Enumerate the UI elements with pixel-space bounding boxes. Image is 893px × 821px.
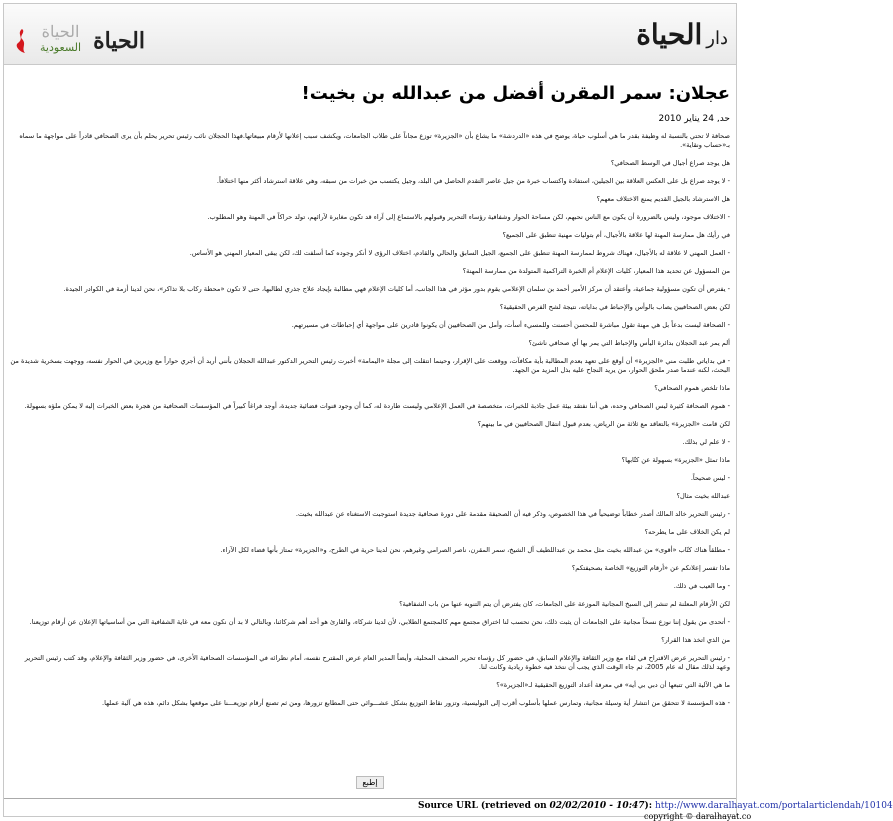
article-paragraph: - هذه المؤسسة لا تتحقق من انتشار أية وسيلة مجانية، وتمارس عملها بأسلوب أقرب إلى البوليسية، وتزور نقاط التوزيع بشكل عشـــوائي حتى المطابع تزورها، ومن ثم تصنع أرقام توزيعـــنا على موقعها بشكل دائم، هذه هي آلية عملها. [102,699,730,707]
article-paragraph: في رأيك هل ممارسة المهنة لها علاقة بالأجيال، أم بتوليات مهنية تنطبق على الجميع؟ [502,231,730,239]
logo-alhayat-saudi[interactable] [40,22,81,54]
article-paragraph: لكن بعض الصحافيين يصاب بالوأس والإحباط في بداياته، نتيجة لشح الفرص الحقيقية؟ [499,303,730,311]
brand-dar: دار [706,28,728,49]
site-brand[interactable] [636,18,728,51]
article-paragraph: من الذي اتخذ هذا القرار؟ [661,636,730,644]
article-paragraph: - في بداياتي طلبت مني «الجزيرة» أن أوقع على تعهد بعدم المطالبة بأية مكافآت، ووقعت على الإقرار، وحينما انتقلت إلى مجلة «اليمامة» أخبرت رئيس التحرير الدكتور عبدالله الحجلان بأنني أريد أن أجري حواراً مع وزيرين في الحوار نفسه، ووجهت بسخرية شديدة من البحث، لكنه عندما صدر ملحق الحوار، من يريد النجاح عليه بذل المزيد من الجهد. [10,357,730,374]
logo-saudi-bottom: السعودية [40,41,82,54]
article-paragraph: - رئيس التحرير خالد المالك أصدر خطاباً توضيحياً في هذا الخصوص، وذكر فيه أن الصحيفة مقدمة على دورة صحافية جديدة استوجبت الاستغناء عن عبدالله بخيت. [295,510,730,518]
article-paragraph: - وما العيب في ذلك. [673,582,730,590]
article-paragraph: - العمل المهني لا علاقة له بالأجيال، فهناك شروط لممارسة المهنة تنطبق على الجميع، الجيل السابق والحالي والقادم، اختلاف الرؤى لا أنكر وجوده كما أسلفت لك، لكن يبقى المعيار المهني هو الأساس. [189,249,730,257]
logo-alhayat[interactable]: الحياة [93,28,145,54]
article-paragraph: لكن قامت «الجزيرة» بالتعاقد مع ثلاثة من الرياض، بعدم قبول انتقال الصحافيين في ما بينهم؟ [477,420,730,428]
source-line: Source URL (retrieved on 02/02/2010 - 10:47): http://www.daralhayat.com/portalarticlendah/10104 [418,801,893,811]
article-paragraph: - أتحدى من يقول إننا نوزع نسخاً مجانية على الجامعات أن يثبت ذلك، نحن نحسب لنا اختراق مجتمع مهم كالمجتمع الطلابي، لأن لدينا شركاء، والقارئ هو أحد أهم شركائنا، وبالتالي لا بد أن نكون معه في غاية الشفافية التي من أساسياتها الإعلان عن أرقام توزيعنا. [29,618,730,626]
article-paragraph: - رئيس التحرير عرض الاقتراح في لقاء مع وزير الثقافة والإعلام السابق، في حضور كل رؤساء تحرير الصحف المحلية، وأيضاً المدير العام عرض المقترح نفسه، أمام نظرائه في المؤسسات الصحافية الأخرى، في حضور وزير الثقافة والإعلام، وقد كتب رئيس التحرير وعهد لذلك مقال له عام 2005، ثم جاء الوقت الذي يجب أن نتخذ فيه خطوة ريادية وكانت لنا. [24,654,730,671]
article-paragraph: عبدالله بخيت مثال؟ [676,492,730,500]
source-bar [4,798,893,821]
article-actions [4,776,736,789]
article-date: حد, 24 يناير 2010 [658,114,730,124]
red-brand-icon [12,28,28,54]
article-paragraph: هل يوجد صراع أجيال في الوسط الصحافي؟ [610,159,730,167]
source-url-link[interactable]: http://www.daralhayat.com/portalarticlendah/10104 [655,801,893,811]
article-paragraph: - هموم الصحافة كثيرة ليس الصحافي وحده، هي أننا نفتقد بيئة عمل جاذبة للخبرات، متخصصة في العمل الإعلامي وليست طاردة له، كما أن وجود قنوات فضائية جديدة، أوجد فراغاً كبيراً في المؤسسات الصحافية من هجرة بعض الخبرات إليه لا يمكن ملؤه بسهولة. [24,402,730,410]
copyright-text: copyright © daralhayat.co [644,812,752,821]
source-label: Source URL (retrieved on [418,801,547,811]
article-paragraph: - لا يوجد صراع بل على العكس العلاقة بين الجيلين، استفادة واكتساب خبرة من جيل عاصر التقدم الحاصل في البلد، وجيل يكتسب من خبرات من سبقه، وهي علاقة استرشاد أكثر منها اختلافاً. [216,177,730,185]
article-paragraph: ما هي الآلية التي تتبعها أن دبي بي أيه» في معرفة أعداد التوزيع الحقيقية لـ«الجزيرة»؟ [496,681,730,689]
article-paragraph: لكن الأرقام المعلنة لم تنشر إلى السبخ المجانية الموزعة على الجامعات، كان يفترض أن يتم التنويه عنها من باب الشفافية؟ [399,600,730,608]
page-frame [3,3,893,821]
article-title: عجلان: سمر المقرن أفضل من عبدالله بن بخيت! [301,83,730,104]
article-paragraph: ماذا تفسر إعلانكم عن «أرقام التوزيع» الخاصة بصحيفتكم؟ [571,564,730,572]
source-date: 02/02/2010 - 10:47 [549,801,645,811]
article-paragraph: هل الاسترشاد بالجيل القديم يمنع الاختلاف معهم؟ [596,195,730,203]
article-paragraph: من المسؤول عن تحديد هذا المعيار، كليات الإعلام أم الخبرة التراكمية المتولدة من ممارسة المهنة؟ [462,267,730,275]
article-paragraph: - الاختلاف موجود، وليس بالضرورة أن يكون مع الناس نحبهم، لكن مساحة الحوار وشفافية رؤساء التحرير وقبولهم بالاستماع إلى آراء قد تكون مغايرة لآرائهم، تولد حراكاً في المهنة وهو المطلوب. [207,213,730,221]
article-paragraph: - الصحافة ليست بدعاً بل هي مهنة تقول مباشرة للمحسن أحسنت وللمسيء أسأت، وأمل من الصحافيين أن يكونوا قادرين على مواجهة أي إحباطات في مسيرتهم. [291,321,730,329]
article-paragraph: - لا علم لي بذلك. [682,438,730,446]
brand-hayat: الحياة [636,18,703,51]
article-paragraph: ماذا تلخص هموم الصحافي؟ [654,384,730,392]
site-header [4,4,736,65]
print-label: إطبع [362,778,378,787]
article-paragraph: صحافة لا تحتي بالنسبة له وظيفة بقدر ما هي أسلوب حياة، يوضح في هذه «الدردشة» ما يشاع بأن «الجزيرة» توزع مجاناً على طلاب الجامعات، ويكشف سبب إعلانها لأرقام مبيعاتها.فهذا الحجلان نائب رئيس تحرير يحلم بأن يرى الصحافي قادراً على مواجهة ما سماه بـ«حساب ونقاية». [19,132,730,149]
article-paragraph: - مطلقاً هناك كتّاب «أقوى» من عبدالله بخيت مثل محمد بن عبداللطيف آل الشيخ، سمر المقرن، ناصر الصرامي وغيرهم، نحن لدينا حرية في الطرح، و«الجزيرة» تمتاز بأنها فضاء لكل الآراء. [220,546,730,554]
print-button[interactable] [356,776,383,789]
article-paragraph: لم يكن الخلاف على ما يطرحه؟ [644,528,730,536]
article-paragraph: ماذا تمثل «الجزيرة» بسهولة عن كتّابها؟ [621,456,730,464]
header-logos [12,22,145,54]
article [4,65,736,708]
article-paragraph: - يفترض أن تكون مسؤولية جماعية، وأعتقد أن مركز الأمير أحمد بن سلمان الإعلامي يقوم بدور مؤثر في هذا الجانب، أما كليات الإعلام فهي مطالبة بإيجاد علاج جذري لطالبها، حتى لا تكون «محطة ركاب بلا تذاكر»، نحن لدينا أزمة في الكوادر الجيدة. [63,285,730,293]
article-paragraph: ألم يمر عبد الحجلان بدائرة اليأس والإحباط التي يمر بها أي صحافي ناشئ؟ [528,339,730,347]
logo-saudi-top: الحياة [41,22,80,41]
article-paragraph: - ليس صحيحاً. [690,474,730,482]
article-body [10,132,730,708]
